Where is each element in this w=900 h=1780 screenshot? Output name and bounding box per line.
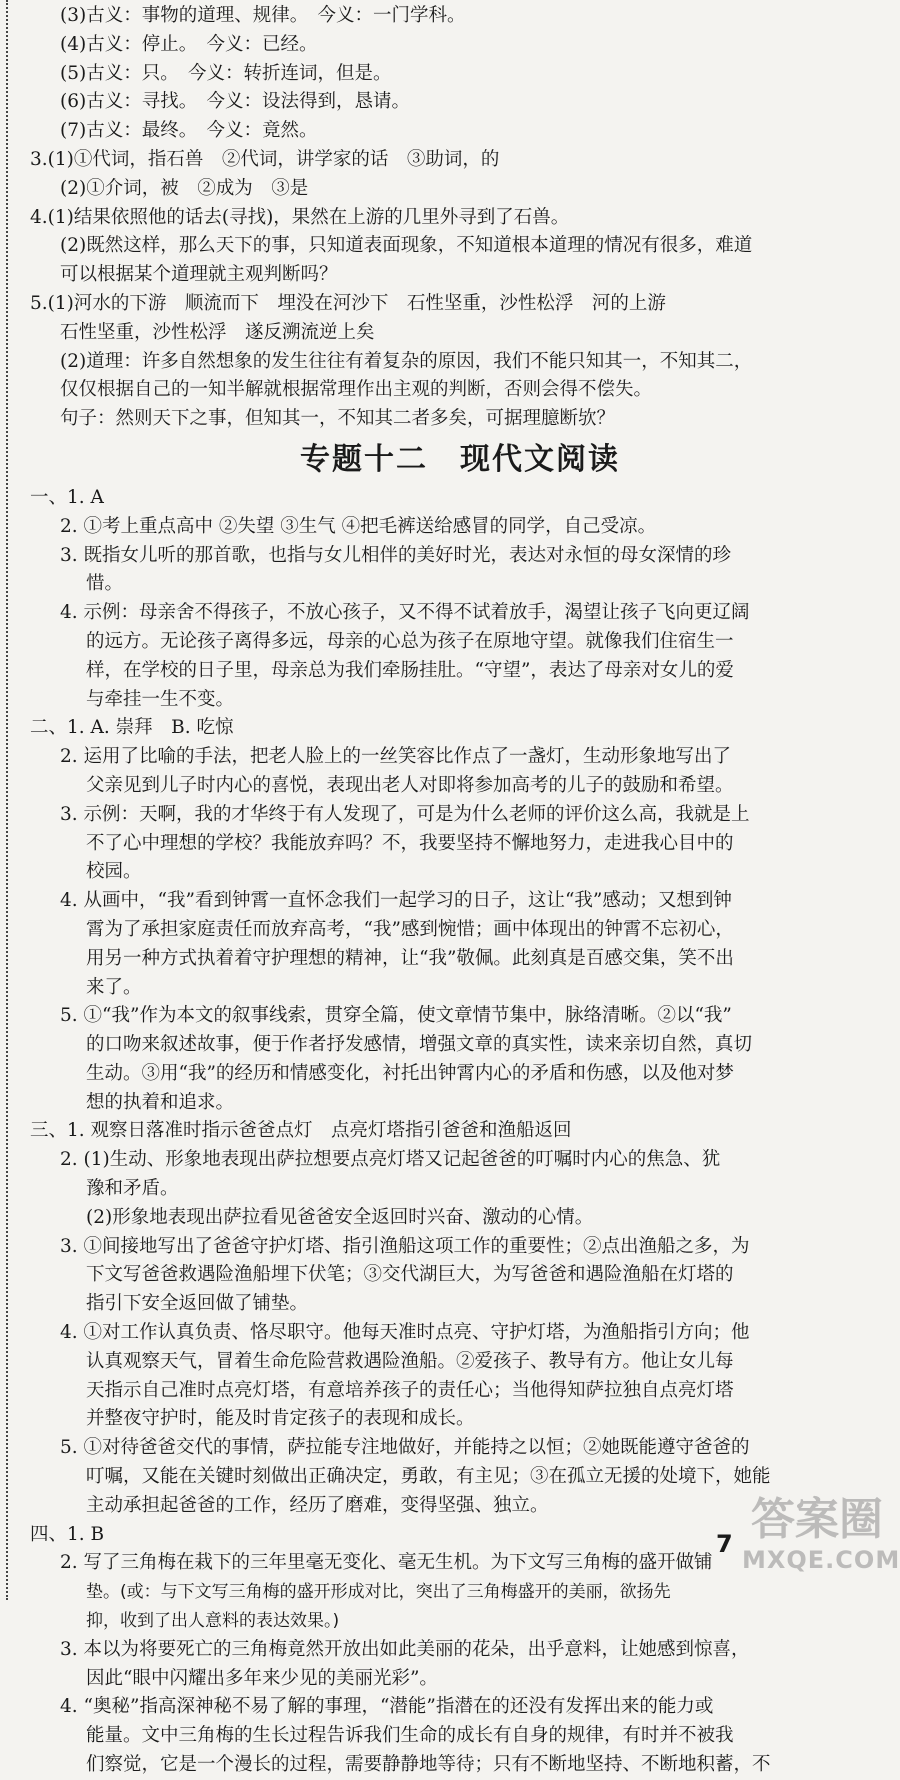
answer-line: 能量。文中三角梅的生长过程告诉我们生命的成长有自身的规律，有时并不被我 — [86, 1725, 734, 1747]
answer-line: 5. ①“我”作为本文的叙事线索，贯穿全篇，使文章情节集中，脉络清晰。②以“我” — [60, 1005, 732, 1027]
answer-line: 可以根据某个道理就主观判断吗？ — [60, 264, 338, 286]
watermark-logo-text: 答案圈 — [751, 1494, 883, 1545]
answer-line: 来了。 — [86, 976, 142, 998]
answer-line: 惜。 — [86, 573, 124, 595]
section-title: 专题十二 现代文阅读 — [300, 441, 620, 477]
answer-line: (5)古义：只。 今义：转折连词，但是。 — [60, 62, 392, 84]
modern-reading-answers — [30, 484, 900, 1780]
answer-line: (2)①介词，被 ②成为 ③是 — [60, 177, 309, 199]
answer-line: 3. ①间接地写出了爸爸守护灯塔、指引渔船这项工作的重要性；②点出渔船之多，为 — [60, 1235, 750, 1257]
answer-line: 与牵挂一生不变。 — [86, 688, 235, 710]
answer-line: 4. 从画中，“我”看到钟霄一直怀念我们一起学习的日子，这让“我”感动；又想到钟 — [60, 890, 732, 912]
answer-line: (4)古义：停止。 今义：已经。 — [60, 33, 318, 55]
answer-line: (2)形象地表现出萨拉看见爸爸安全返回时兴奋、激动的心情。 — [86, 1206, 594, 1228]
answer-line: 2. (1)生动、形象地表现出萨拉想要点亮灯塔又记起爸爸的叮嘱时内心的焦急、犹 — [60, 1149, 721, 1171]
answer-line: (6)古义：寻找。 今义：设法得到，恳请。 — [60, 91, 410, 113]
answer-line: 2. 运用了比喻的手法，把老人脸上的一丝笑容比作点了一盏灯，生动形象地写出了 — [60, 746, 732, 768]
answer-line: 下文写爸爸救遇险渔船埋下伏笔；③交代湖巨大，为写爸爸和遇险渔船在灯塔的 — [86, 1264, 734, 1286]
answer-line: 2. ①考上重点高中 ②失望 ③生气 ④把毛裤送给感冒的同学，自己受凉。 — [60, 515, 657, 537]
answer-line: 认真观察天气，冒着生命危险营救遇险渔船。②爱孩子、教导有方。他让女儿每 — [86, 1350, 734, 1372]
answer-line: 因此“眼中闪耀出多年来少见的美丽光彩”。 — [86, 1667, 438, 1689]
answer-line: 3. 示例：天啊，我的才华终于有人发现了，可是为什么老师的评价这么高，我就是上 — [60, 803, 750, 825]
answer-line: 3.(1)①代词，指石兽 ②代词，讲学家的话 ③助词，的 — [30, 148, 500, 170]
answer-line: (3)古义：事物的道理、规律。 今义：一门学科。 — [60, 5, 466, 26]
answer-line: 二、1. A. 崇拜 B. 吃惊 — [30, 717, 234, 739]
watermark-url: MXQE.COM — [742, 1546, 900, 1574]
answer-line: 样，在学校的日子里，母亲总为我们牵肠挂肚。“守望”，表达了母亲对女儿的爱 — [86, 659, 734, 681]
answer-line: 父亲见到儿子时内心的喜悦，表现出老人对即将参加高考的儿子的鼓励和希望。 — [86, 774, 734, 796]
answer-line: 4. “奥秘”指高深神秘不易了解的事理，“潜能”指潜在的还没有发挥出来的能力或 — [60, 1696, 714, 1718]
answer-line: 用另一种方式执着着守护理想的精神，让“我”敬佩。此刻真是百感交集，笑不出 — [86, 947, 734, 969]
answer-line: 石性坚重，沙性松浮 遂反溯流逆上矣 — [60, 321, 375, 343]
answer-line: 三、1. 观察日落准时指示爸爸点灯 点亮灯塔指引爸爸和渔船返回 — [30, 1120, 572, 1142]
answer-line: 4. 示例：母亲舍不得孩子，不放心孩子，又不得不试着放手，渴望让孩子飞向更辽阔 — [60, 602, 750, 624]
page-number: 7 — [716, 1530, 733, 1558]
answer-line: 不了心中理想的学校？我能放弃吗？不，我要坚持不懈地努力，走进我心目中的 — [86, 832, 734, 854]
answer-line: 仅仅根据自己的一知半解就根据常理作出主观的判断，否则会得不偿失。 — [60, 379, 653, 401]
answer-line: 霄为了承担家庭责任而放弃高考，“我”感到惋惜；画中体现出的钟霄不忘初心， — [86, 918, 734, 940]
answer-line: 指引下安全返回做了铺垫。 — [86, 1293, 309, 1315]
answer-line: 抑，收到了出人意料的表达效果。) — [86, 1611, 340, 1632]
margin-dotted-rule — [6, 0, 8, 1600]
answer-line: 5.(1)河水的下游 顺流而下 埋没在河沙下 石性坚重，沙性松浮 河的上游 — [30, 292, 666, 314]
answer-line: 主动承担起爸爸的工作，经历了磨难，变得坚强、独立。 — [86, 1494, 549, 1516]
site-watermark — [742, 1494, 900, 1575]
answer-line: 一、1. A — [30, 486, 104, 508]
answer-line: 们察觉，它是一个漫长的过程，需要静静地等待；只有不断地坚持、不断地积蓄，不 — [86, 1754, 771, 1776]
answer-line: 叮嘱，又能在关键时刻做出正确决定，勇敢，有主见；③在孤立无援的处境下，她能 — [86, 1466, 771, 1488]
answer-line: 并整夜守护时，能及时肯定孩子的表现和成长。 — [86, 1408, 475, 1430]
answer-line: 生动。③用“我”的经历和情感变化，衬托出钟霄内心的矛盾和伤感，以及他对梦 — [86, 1062, 734, 1084]
answer-line: 的远方。无论孩子离得多远，母亲的心总为孩子在原地守望。就像我们住宿生一 — [86, 630, 734, 652]
answer-line: 2. 写了三角梅在栽下的三年里毫无变化、毫无生机。为下文写三角梅的盛开做铺 — [60, 1552, 713, 1574]
answer-line: 校园。 — [86, 861, 142, 883]
answer-line: 3. 本以为将要死亡的三角梅竟然开放出如此美丽的花朵，出乎意料，让她感到惊喜， — [60, 1638, 750, 1660]
answer-line: 4. ①对工作认真负责、恪尽职守。他每天准时点亮、守护灯塔，为渔船指引方向；他 — [60, 1322, 750, 1344]
answer-line: 5. ①对待爸爸交代的事情，萨拉能专注地做好，并能持之以恒；②她既能遵守爸爸的 — [60, 1437, 750, 1459]
answer-line: 想的执着和追求。 — [86, 1091, 235, 1113]
answer-line: 3. 既指女儿听的那首歌，也指与女儿相伴的美好时光，表达对永恒的母女深情的珍 — [60, 544, 732, 566]
classical-chinese-answers — [30, 2, 890, 434]
answer-line: 句子：然则天下之事，但知其一，不知其二者多矣，可据理臆断欤？ — [60, 408, 616, 430]
answer-line: 天指示自己准时点亮灯塔，有意培养孩子的责任心；当他得知萨拉独自点亮灯塔 — [86, 1379, 734, 1401]
answer-line: (7)古义：最终。 今义：竟然。 — [60, 120, 318, 142]
answer-line: 4.(1)结果依照他的话去(寻找)，果然在上游的几里外寻到了石兽。 — [30, 206, 570, 228]
answer-line: 的口吻来叙述故事，便于作者抒发感情，增强文章的真实性，读来亲切自然，真切 — [86, 1034, 753, 1056]
answer-line: 四、1. B — [30, 1523, 105, 1545]
answer-line: (2)道理：许多自然想象的发生往往有着复杂的原因，我们不能只知其一，不知其二， — [60, 350, 753, 372]
answer-line: 垫。(或：与下文写三角梅的盛开形成对比，突出了三角梅盛开的美丽，欲扬先 — [86, 1582, 671, 1603]
answer-line: 豫和矛盾。 — [86, 1178, 179, 1200]
answer-line: (2)既然这样，那么天下的事，只知道表面现象，不知道根本道理的情况有很多，难道 — [60, 235, 753, 257]
